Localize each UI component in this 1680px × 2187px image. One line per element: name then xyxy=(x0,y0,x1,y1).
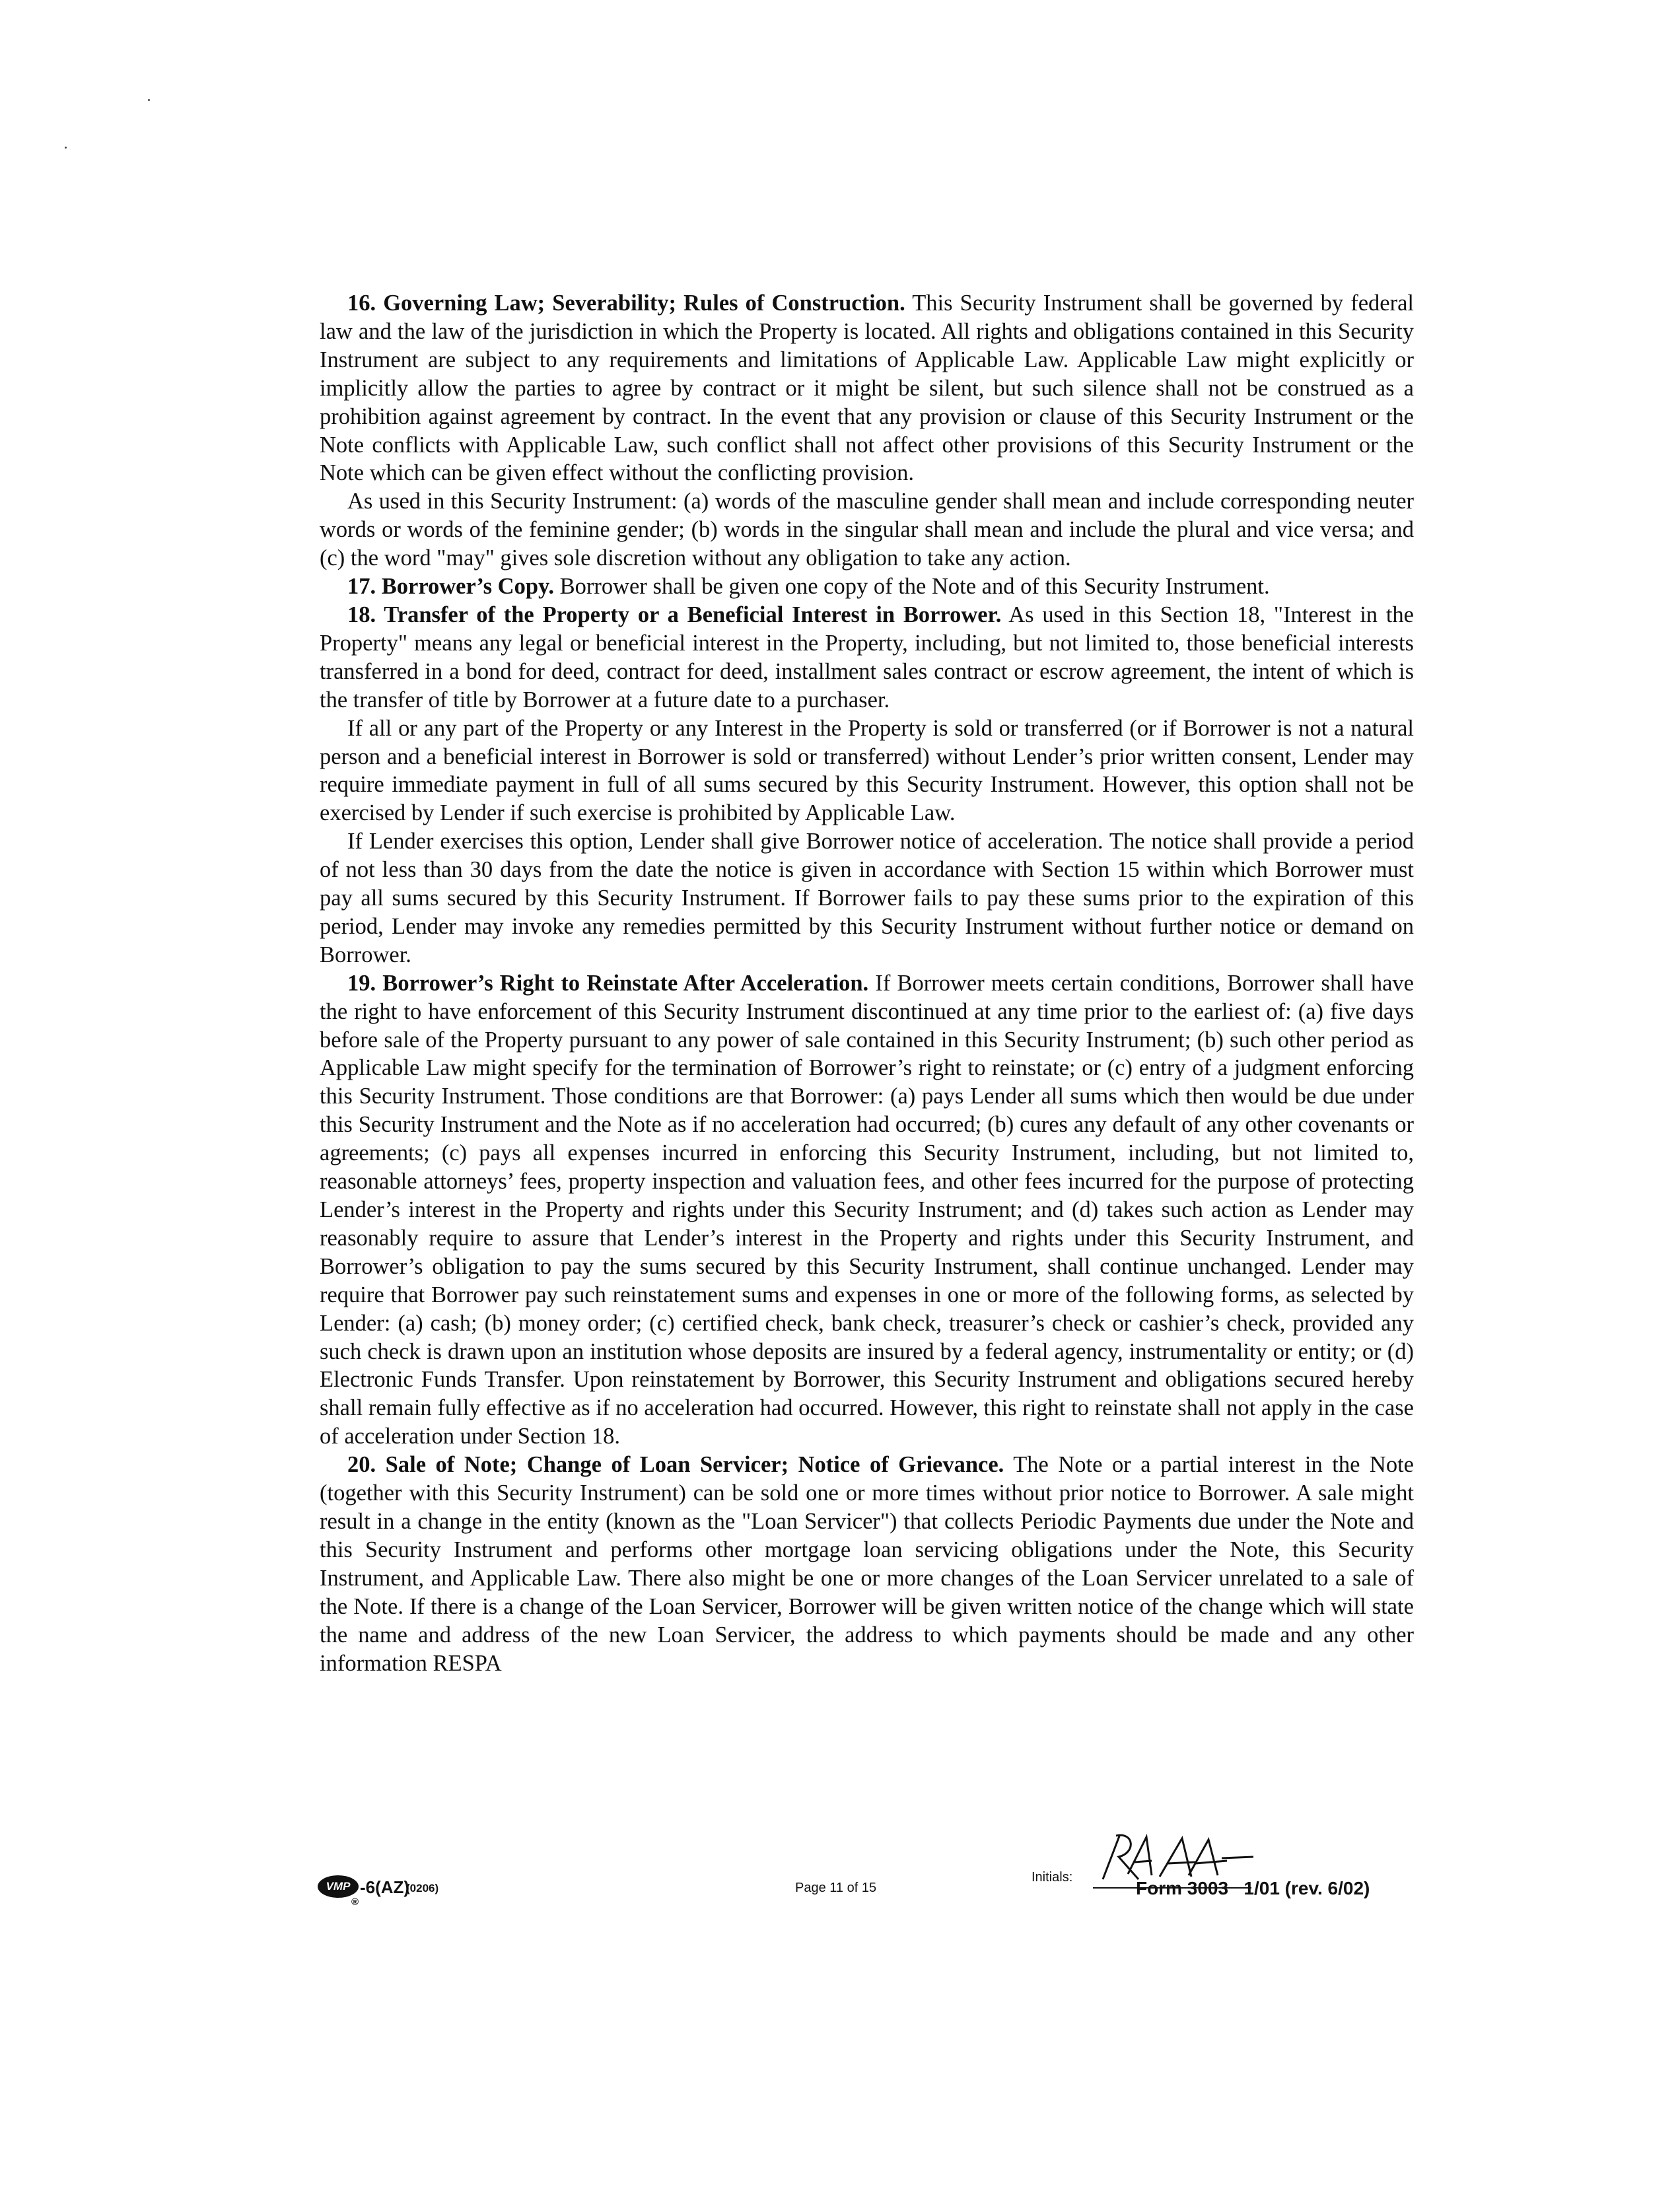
section-text: If Borrower meets certain conditions, Borrower shall have the right to have enforcement of this Security Instrument discontinued at any time prior to the earliest of: (a) five days before sale of the Property pursuant to any power of sale contained in this Security Instrument; (b) such other period as Applicable Law might specify for the termination of Borrower’s right to reinstate; or (c) entry of a judgment enforcing this Security Instrument. Those conditions are that Borrower: (a) pays Lender all sums which then would be due under this Security Instrument and the Note as if no acceleration had occurred; (b) cures any default of any other covenants or agreements; (c) pays all expenses incurred in enforcing this Security Instrument, including, but not limited to, reasonable attorneys’ fees, property inspection and valuation fees, and other fees incurred for the purpose of protecting Lender’s interest in the Property and rights under this Security Instrument; and (d) takes such action as Lender may reasonably require to assure that Lender’s interest in the Property and rights under this Security Instrument, and Borrower’s obligation to pay the sums secured by this Security Instrument, shall continue unchanged. Lender may require that Borrower pay such reinstatement sums and expenses in one or more of the following forms, as selected by Lender: (a) cash; (b) money order; (c) certified check, bank check, treasurer’s check or cashier’s check, provided any such check is drawn upon an institution whose deposits are insured by a federal agency, instrumentality or entity; or (d) Electronic Funds Transfer. Upon reinstatement by Borrower, this Security Instrument and obligations secured hereby shall remain fully effective as if no acceleration had occurred. However, this right to reinstate shall not apply in the case of acceleration under Section 18. xyxy=(320,970,1414,1449)
document-body xyxy=(320,289,1414,1677)
section-text: Borrower shall be given one copy of the Note and of this Security Instrument. xyxy=(554,574,1270,600)
paragraph-section-19 xyxy=(320,969,1414,1451)
form-code: -6(AZ) xyxy=(360,1877,410,1897)
initials-label: Initials: xyxy=(1032,1870,1073,1885)
paragraph-section-18 xyxy=(320,601,1414,714)
form-identifier: Form 3003 1/01 (rev. 6/02) xyxy=(1136,1878,1370,1898)
section-text: This Security Instrument shall be governed by federal law and the law of the jurisdiction in which the Property is located. All rights and obligations contained in this Security Instrument are subject to any requirements and limitations of Applicable Law. Applicable Law might explicitly or implicitly allow the parties to agree by contract or it might be silent, but such silence shall not be construed as a prohibition against agreement by contract. In the event that any provision or clause of this Security Instrument or the Note conflicts with Applicable Law, such conflict shall not affect other provisions of this Security Instrument or the Note which can be given effect without the conflicting provision. xyxy=(320,291,1415,486)
section-heading: 17. Borrower’s Copy. xyxy=(347,574,555,600)
paragraph-section-17 xyxy=(320,573,1414,601)
page-number: Page 11 of 15 xyxy=(795,1881,877,1895)
paragraph-section-16 xyxy=(320,289,1414,487)
page-footer xyxy=(0,1849,1680,1928)
section-heading: 16. Governing Law; Severability; Rules of Construction. xyxy=(347,291,905,316)
vmp-logo: VMP xyxy=(318,1875,359,1898)
section-text: The Note or a partial interest in the Note (together with this Security Instrument) can be sold one or more times without prior notice to Borrower. A sale might result in a change in the entity (known as the "Loan Servicer") that collects Periodic Payments due under the Note and this Security Instrument and performs other mortgage loan servicing obligations under the Note, this Security Instrument, and Applicable Law. There also might be one or more changes of the Loan Servicer unrelated to a sale of the Note. If there is a change of the Loan Servicer, Borrower will be given written notice of the change which will state the name and address of the new Loan Servicer, the address to which payments should be made and any other information RESPA xyxy=(320,1452,1414,1676)
section-text: As used in this Security Instrument: (a) words of the masculine gender shall mean and include corresponding neuter words or words of the feminine gender; (b) words in the singular shall mean and include the plural and vice versa; and (c) the word "may" gives sole discretion without any obligation to take any action. xyxy=(320,489,1414,571)
form-code-date: (0206) xyxy=(406,1882,439,1894)
paragraph-transfer-consent xyxy=(320,714,1414,828)
section-heading: 20. Sale of Note; Change of Loan Servicer; Notice of Grievance. xyxy=(347,1452,1004,1478)
section-text: If Lender exercises this option, Lender shall give Borrower notice of acceleration. The notice shall provide a period of not less than 30 days from the date the notice is given in accordance with Section 15 within which Borrower must pay all sums secured by this Security Instrument. If Borrower fails to pay these sums prior to the expiration of this period, Lender may invoke any remedies permitted by this Security Instrument without further notice or demand on Borrower. xyxy=(320,829,1414,967)
paragraph-acceleration-notice xyxy=(320,827,1414,969)
paragraph-construction xyxy=(320,487,1414,573)
section-text: If all or any part of the Property or any Interest in the Property is sold or transferred (or if Borrower is not a natural person and a beneficial interest in Borrower is sold or transferred) without Lender’s prior written consent, Lender may require immediate payment in full of all sums secured by this Security Instrument. However, this option shall not be exercised by Lender if such exercise is prohibited by Applicable Law. xyxy=(320,715,1414,826)
section-text: As used in this Section 18, "Interest in the Property" means any legal or beneficial interest in the Property, including, but not limited to, those beneficial interests transferred in a bond for deed, contract for deed, installment sales contract or escrow agreement, the intent of which is the transfer of title by Borrower at a future date to a purchaser. xyxy=(320,602,1414,712)
section-heading: 18. Transfer of the Property or a Beneficial Interest in Borrower. xyxy=(347,602,1002,627)
section-heading: 19. Borrower’s Right to Reinstate After Acceleration. xyxy=(347,970,869,996)
paragraph-section-20 xyxy=(320,1451,1414,1677)
registered-mark: ® xyxy=(351,1896,359,1908)
scan-speck xyxy=(148,99,150,101)
scan-speck xyxy=(65,147,67,149)
